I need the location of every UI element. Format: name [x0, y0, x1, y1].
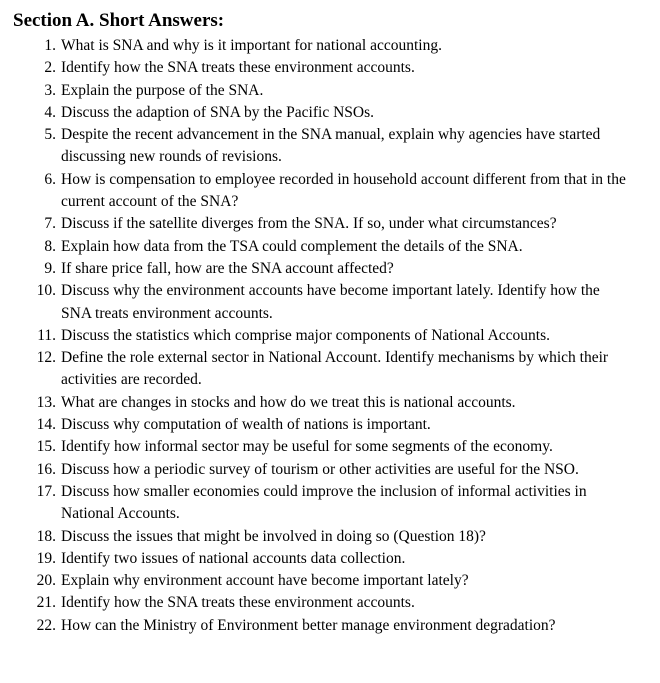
question-list	[0, 35, 640, 637]
question-text: Explain how data from the TSA could complement the details of the SNA.	[61, 237, 523, 255]
question-text: Define the role external sector in National Account. Identify mechanisms by which their activities are recorded.	[61, 349, 609, 389]
question-number: 3.	[44, 81, 56, 99]
question-text: What is SNA and why is it important for national accounting.	[61, 37, 442, 54]
question-item	[0, 124, 640, 169]
question-text: How is compensation to employee recorded in household account different from that in the current account of the SNA?	[61, 170, 626, 211]
question-item	[0, 35, 640, 57]
question-item	[0, 548, 640, 570]
question-number: 19.	[36, 549, 56, 567]
question-item	[0, 325, 640, 347]
question-number: 7.	[44, 215, 56, 233]
question-text: Discuss why the environment accounts have become important lately. Identify how the SNA treats environment accounts.	[61, 282, 600, 322]
question-item	[0, 481, 640, 526]
question-number: 15.	[36, 438, 56, 456]
question-item	[0, 526, 640, 548]
question-text: Discuss the adaption of SNA by the Pacific NSOs.	[61, 103, 374, 121]
question-number: 6.	[44, 170, 56, 188]
question-text: Discuss why computation of wealth of nations is important.	[61, 416, 431, 434]
question-number: 14.	[36, 416, 56, 434]
question-item	[0, 414, 640, 436]
question-item	[0, 347, 640, 392]
question-item	[0, 615, 640, 637]
question-text: Identify how the SNA treats these environment accounts.	[61, 594, 415, 612]
question-item	[0, 80, 640, 102]
question-number: 13.	[36, 393, 56, 411]
question-text: Discuss how a periodic survey of tourism or other activities are useful for the NSO.	[61, 460, 579, 478]
question-text: Despite the recent advancement in the SNA manual, explain why agencies have started discussing new rounds of revisions.	[61, 126, 601, 166]
question-text: How can the Ministry of Environment better manage environment degradation?	[61, 616, 556, 634]
question-text: Identify how the SNA treats these environment accounts.	[61, 59, 415, 77]
question-number: 22.	[36, 616, 56, 634]
question-item	[0, 459, 640, 481]
question-number: 9.	[44, 259, 56, 277]
question-number: 4.	[44, 103, 56, 121]
question-number: 1.	[44, 37, 56, 54]
question-item	[0, 280, 640, 325]
question-number: 10.	[36, 282, 56, 300]
question-text: Explain the purpose of the SNA.	[61, 81, 264, 99]
section-title: Section A. Short Answers:	[13, 10, 225, 31]
question-number: 11.	[37, 326, 56, 344]
question-item	[0, 570, 640, 592]
question-text: What are changes in stocks and how do we treat this is national accounts.	[61, 393, 516, 411]
question-number: 21.	[36, 594, 56, 612]
question-number: 17.	[36, 482, 56, 500]
question-number: 16.	[36, 460, 56, 478]
question-item	[0, 236, 640, 258]
question-item	[0, 102, 640, 124]
question-number: 12.	[36, 349, 56, 367]
question-item	[0, 213, 640, 235]
question-item	[0, 392, 640, 414]
question-text: Discuss the issues that might be involved in doing so (Question 18)?	[61, 527, 486, 545]
question-item	[0, 57, 640, 79]
question-item	[0, 592, 640, 614]
question-text: If share price fall, how are the SNA account affected?	[61, 259, 394, 277]
question-text: Explain why environment account have become important lately?	[61, 572, 469, 590]
question-text: Identify two issues of national accounts data collection.	[61, 549, 406, 567]
question-item	[0, 258, 640, 280]
question-number: 18.	[36, 527, 56, 545]
question-number: 5.	[44, 126, 56, 144]
question-item	[0, 169, 640, 214]
question-item	[0, 436, 640, 458]
question-number: 8.	[44, 237, 56, 255]
question-text: Discuss the statistics which comprise major components of National Accounts.	[61, 326, 551, 344]
question-number: 2.	[44, 59, 56, 77]
question-number: 20.	[36, 572, 56, 590]
question-text: Identify how informal sector may be useful for some segments of the economy.	[61, 438, 553, 456]
question-text: Discuss if the satellite diverges from the SNA. If so, under what circumstances?	[61, 215, 557, 233]
question-text: Discuss how smaller economies could improve the inclusion of informal activities in National Accounts.	[61, 482, 587, 523]
